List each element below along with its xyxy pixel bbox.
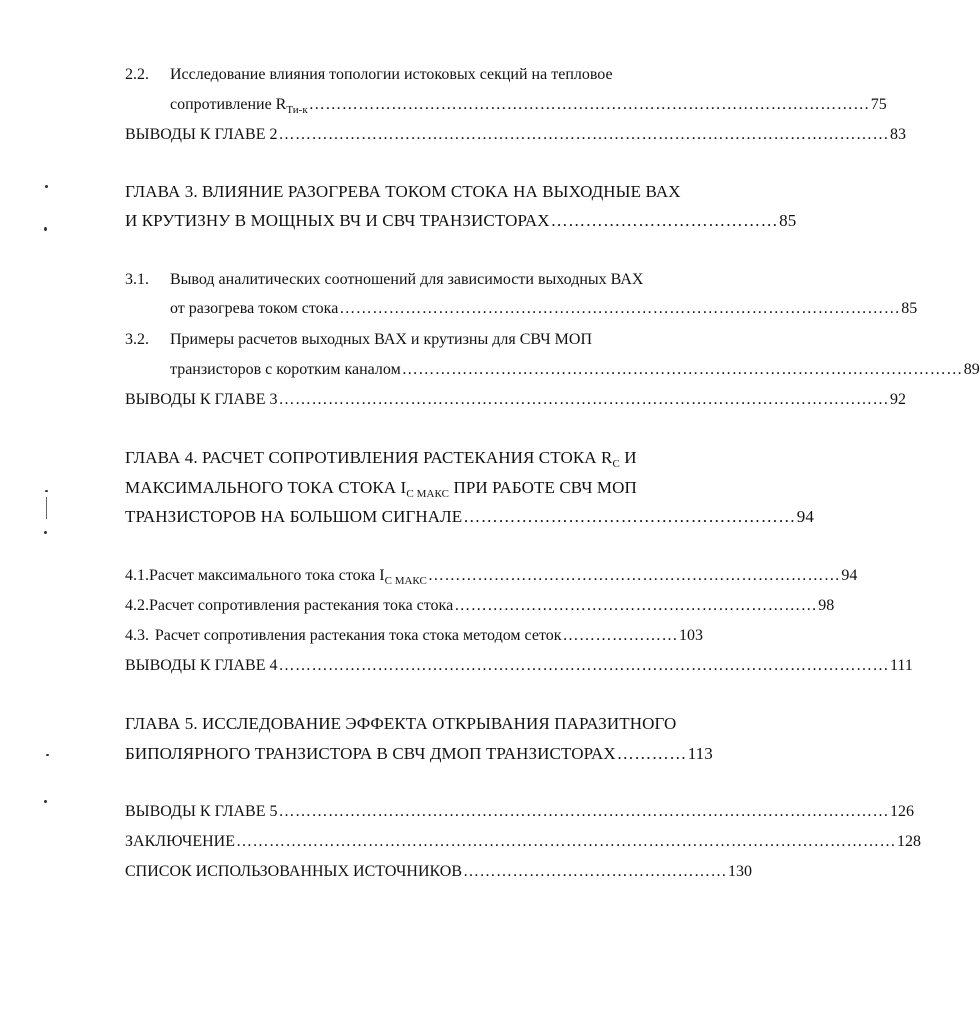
toc-chapter-title: ТРАНЗИСТОРОВ НА БОЛЬШОМ СИГНАЛЕ xyxy=(125,507,463,526)
toc-entry-3-1-line2[interactable] xyxy=(170,300,918,318)
scan-speck xyxy=(44,800,47,803)
toc-leader: ………… xyxy=(616,744,687,763)
toc-entry-number: 4.2. xyxy=(125,597,149,614)
toc-entry-2-2-line2[interactable] xyxy=(170,96,887,116)
scan-speck xyxy=(44,227,47,231)
toc-entry-conclusion[interactable] xyxy=(125,833,921,851)
toc-entry-title: Вывод аналитических соотношений для зависимости выходных ВАХ xyxy=(170,271,644,288)
toc-entry-number: 2.2. xyxy=(125,66,149,83)
toc-entry-number: 4.3. xyxy=(125,627,149,644)
toc-chapter-3-line2[interactable] xyxy=(125,211,797,231)
toc-leader: ………………………………………………………………………………………………… xyxy=(278,126,889,143)
toc-entry-references[interactable] xyxy=(125,863,753,881)
toc-chapter-4-line3[interactable] xyxy=(125,507,814,527)
toc-leader: ………………………………… xyxy=(550,211,779,230)
toc-entry-title: ЗАКЛЮЧЕНИЕ xyxy=(125,833,235,850)
toc-leader: ………………………………………………………………………………………… xyxy=(308,96,870,113)
toc-page-number: 75 xyxy=(870,96,887,113)
toc-page-number: 111 xyxy=(890,657,913,674)
toc-entry-conclusions-4[interactable] xyxy=(125,657,913,675)
toc-chapter-title: ГЛАВА 5. ИССЛЕДОВАНИЕ ЭФФЕКТА ОТКРЫВАНИЯ ПАРАЗИТНОГО xyxy=(125,714,677,733)
toc-page-number: 126 xyxy=(890,803,914,820)
toc-page-number: 103 xyxy=(679,627,703,644)
toc-chapter-4-line1 xyxy=(125,448,705,468)
toc-leader: ………………………………………………………………………………………………… xyxy=(278,391,889,408)
toc-chapter-5-line2[interactable] xyxy=(125,744,713,764)
toc-leader: ………………………………………………………………………………………… xyxy=(401,361,963,378)
toc-entry-3-2-line2[interactable] xyxy=(170,361,980,379)
scan-margin-mark xyxy=(46,497,47,519)
toc-page-number: 128 xyxy=(896,833,921,850)
toc-leader: ………………………………………………………………………………………………………… xyxy=(235,833,896,850)
toc-page-number: 85 xyxy=(779,211,797,230)
toc-leader: ………………………………………………………………… xyxy=(427,567,841,584)
toc-entry-conclusions-5[interactable] xyxy=(125,803,914,821)
toc-page-number: 130 xyxy=(728,863,753,880)
toc-chapter-title: ГЛАВА 3. ВЛИЯНИЕ РАЗОГРЕВА ТОКОМ СТОКА НА ВЫХОДНЫЕ ВАХ xyxy=(125,182,681,201)
toc-entry-title: ВЫВОДЫ К ГЛАВЕ 4 xyxy=(125,657,278,674)
toc-entry-title: ВЫВОДЫ К ГЛАВЕ 2 xyxy=(125,126,278,143)
toc-chapter-title: МАКСИМАЛЬНОГО ТОКА СТОКА $I_{С МАКС}$ ПРИ РАБОТЕ СВЧ МОП xyxy=(125,478,637,500)
toc-entry-title: Расчет сопротивления растекания тока стока xyxy=(149,597,454,614)
toc-entry-title: от разогрева током стока xyxy=(170,300,339,317)
toc-chapter-5-line1 xyxy=(125,714,705,734)
toc-chapter-4-line2 xyxy=(125,478,705,498)
toc-entry-4-2[interactable] xyxy=(125,597,835,615)
toc-entry-title: транзисторов с коротким каналом xyxy=(170,361,401,378)
toc-entry-title: ВЫВОДЫ К ГЛАВЕ 3 xyxy=(125,391,278,408)
toc-page-number: 94 xyxy=(841,567,858,584)
toc-page-number: 92 xyxy=(890,391,906,408)
toc-leader: ………………………………………… xyxy=(463,863,728,880)
toc-page-number: 89 xyxy=(963,361,980,378)
toc-entry-number: 3.1. xyxy=(125,271,149,288)
toc-leader: ………………… xyxy=(562,627,678,644)
toc-entry-3-2-line1 xyxy=(125,331,695,349)
toc-chapter-title: И КРУТИЗНУ В МОЩНЫХ ВЧ И СВЧ ТРАНЗИСТОРАХ xyxy=(125,211,550,230)
toc-leader: ………………………………………………………………………………………………… xyxy=(278,803,889,820)
toc-chapter-title: ГЛАВА 4. РАСЧЕТ СОПРОТИВЛЕНИЯ РАСТЕКАНИЯ СТОКА $R_C$ И xyxy=(125,448,637,470)
toc-page-number: 83 xyxy=(890,126,906,143)
toc-entry-4-3[interactable] xyxy=(125,627,703,645)
toc-page-number: 94 xyxy=(796,507,814,526)
toc-entry-conclusions-2[interactable] xyxy=(125,126,906,144)
scan-speck xyxy=(45,185,48,188)
toc-entry-title: Исследование влияния топологии истоковых секций на тепловое xyxy=(170,66,613,83)
toc-leader: ………………………………………………………… xyxy=(454,597,818,614)
toc-entry-number: 3.2. xyxy=(125,331,149,348)
toc-entry-2-2-line1 xyxy=(125,66,695,84)
scan-speck xyxy=(46,754,49,756)
toc-page-number: 85 xyxy=(901,300,918,317)
toc-leader: ………………………………………………………………………………………………… xyxy=(278,657,889,674)
toc-chapter-3-line1 xyxy=(125,182,705,202)
toc-entry-title: сопротивление $R_{Ти-к}$ xyxy=(170,96,308,116)
toc-page-number: 113 xyxy=(687,744,713,763)
scan-speck xyxy=(45,490,48,492)
toc-page-number: 98 xyxy=(818,597,835,614)
toc-chapter-title: БИПОЛЯРНОГО ТРАНЗИСТОРА В СВЧ ДМОП ТРАНЗИСТОРАХ xyxy=(125,744,616,763)
toc-leader: ………………………………………………… xyxy=(463,507,796,526)
toc-entry-title: Расчет сопротивления растекания тока стока методом сеток xyxy=(154,627,562,644)
scan-speck xyxy=(44,531,47,534)
toc-entry-conclusions-3[interactable] xyxy=(125,391,906,409)
toc-entry-number: 4.1. xyxy=(125,567,149,584)
toc-entry-4-1[interactable] xyxy=(125,567,858,587)
toc-leader: ………………………………………………………………………………………… xyxy=(339,300,901,317)
toc-entry-title: Расчет максимального тока стока $I_{C МАКС}$ xyxy=(149,567,427,587)
toc-entry-3-1-line1 xyxy=(125,271,695,289)
toc-entry-title: СПИСОК ИСПОЛЬЗОВАННЫХ ИСТОЧНИКОВ xyxy=(125,863,463,880)
toc-entry-title: Примеры расчетов выходных ВАХ и крутизны для СВЧ МОП xyxy=(170,331,592,348)
toc-entry-title: ВЫВОДЫ К ГЛАВЕ 5 xyxy=(125,803,278,820)
